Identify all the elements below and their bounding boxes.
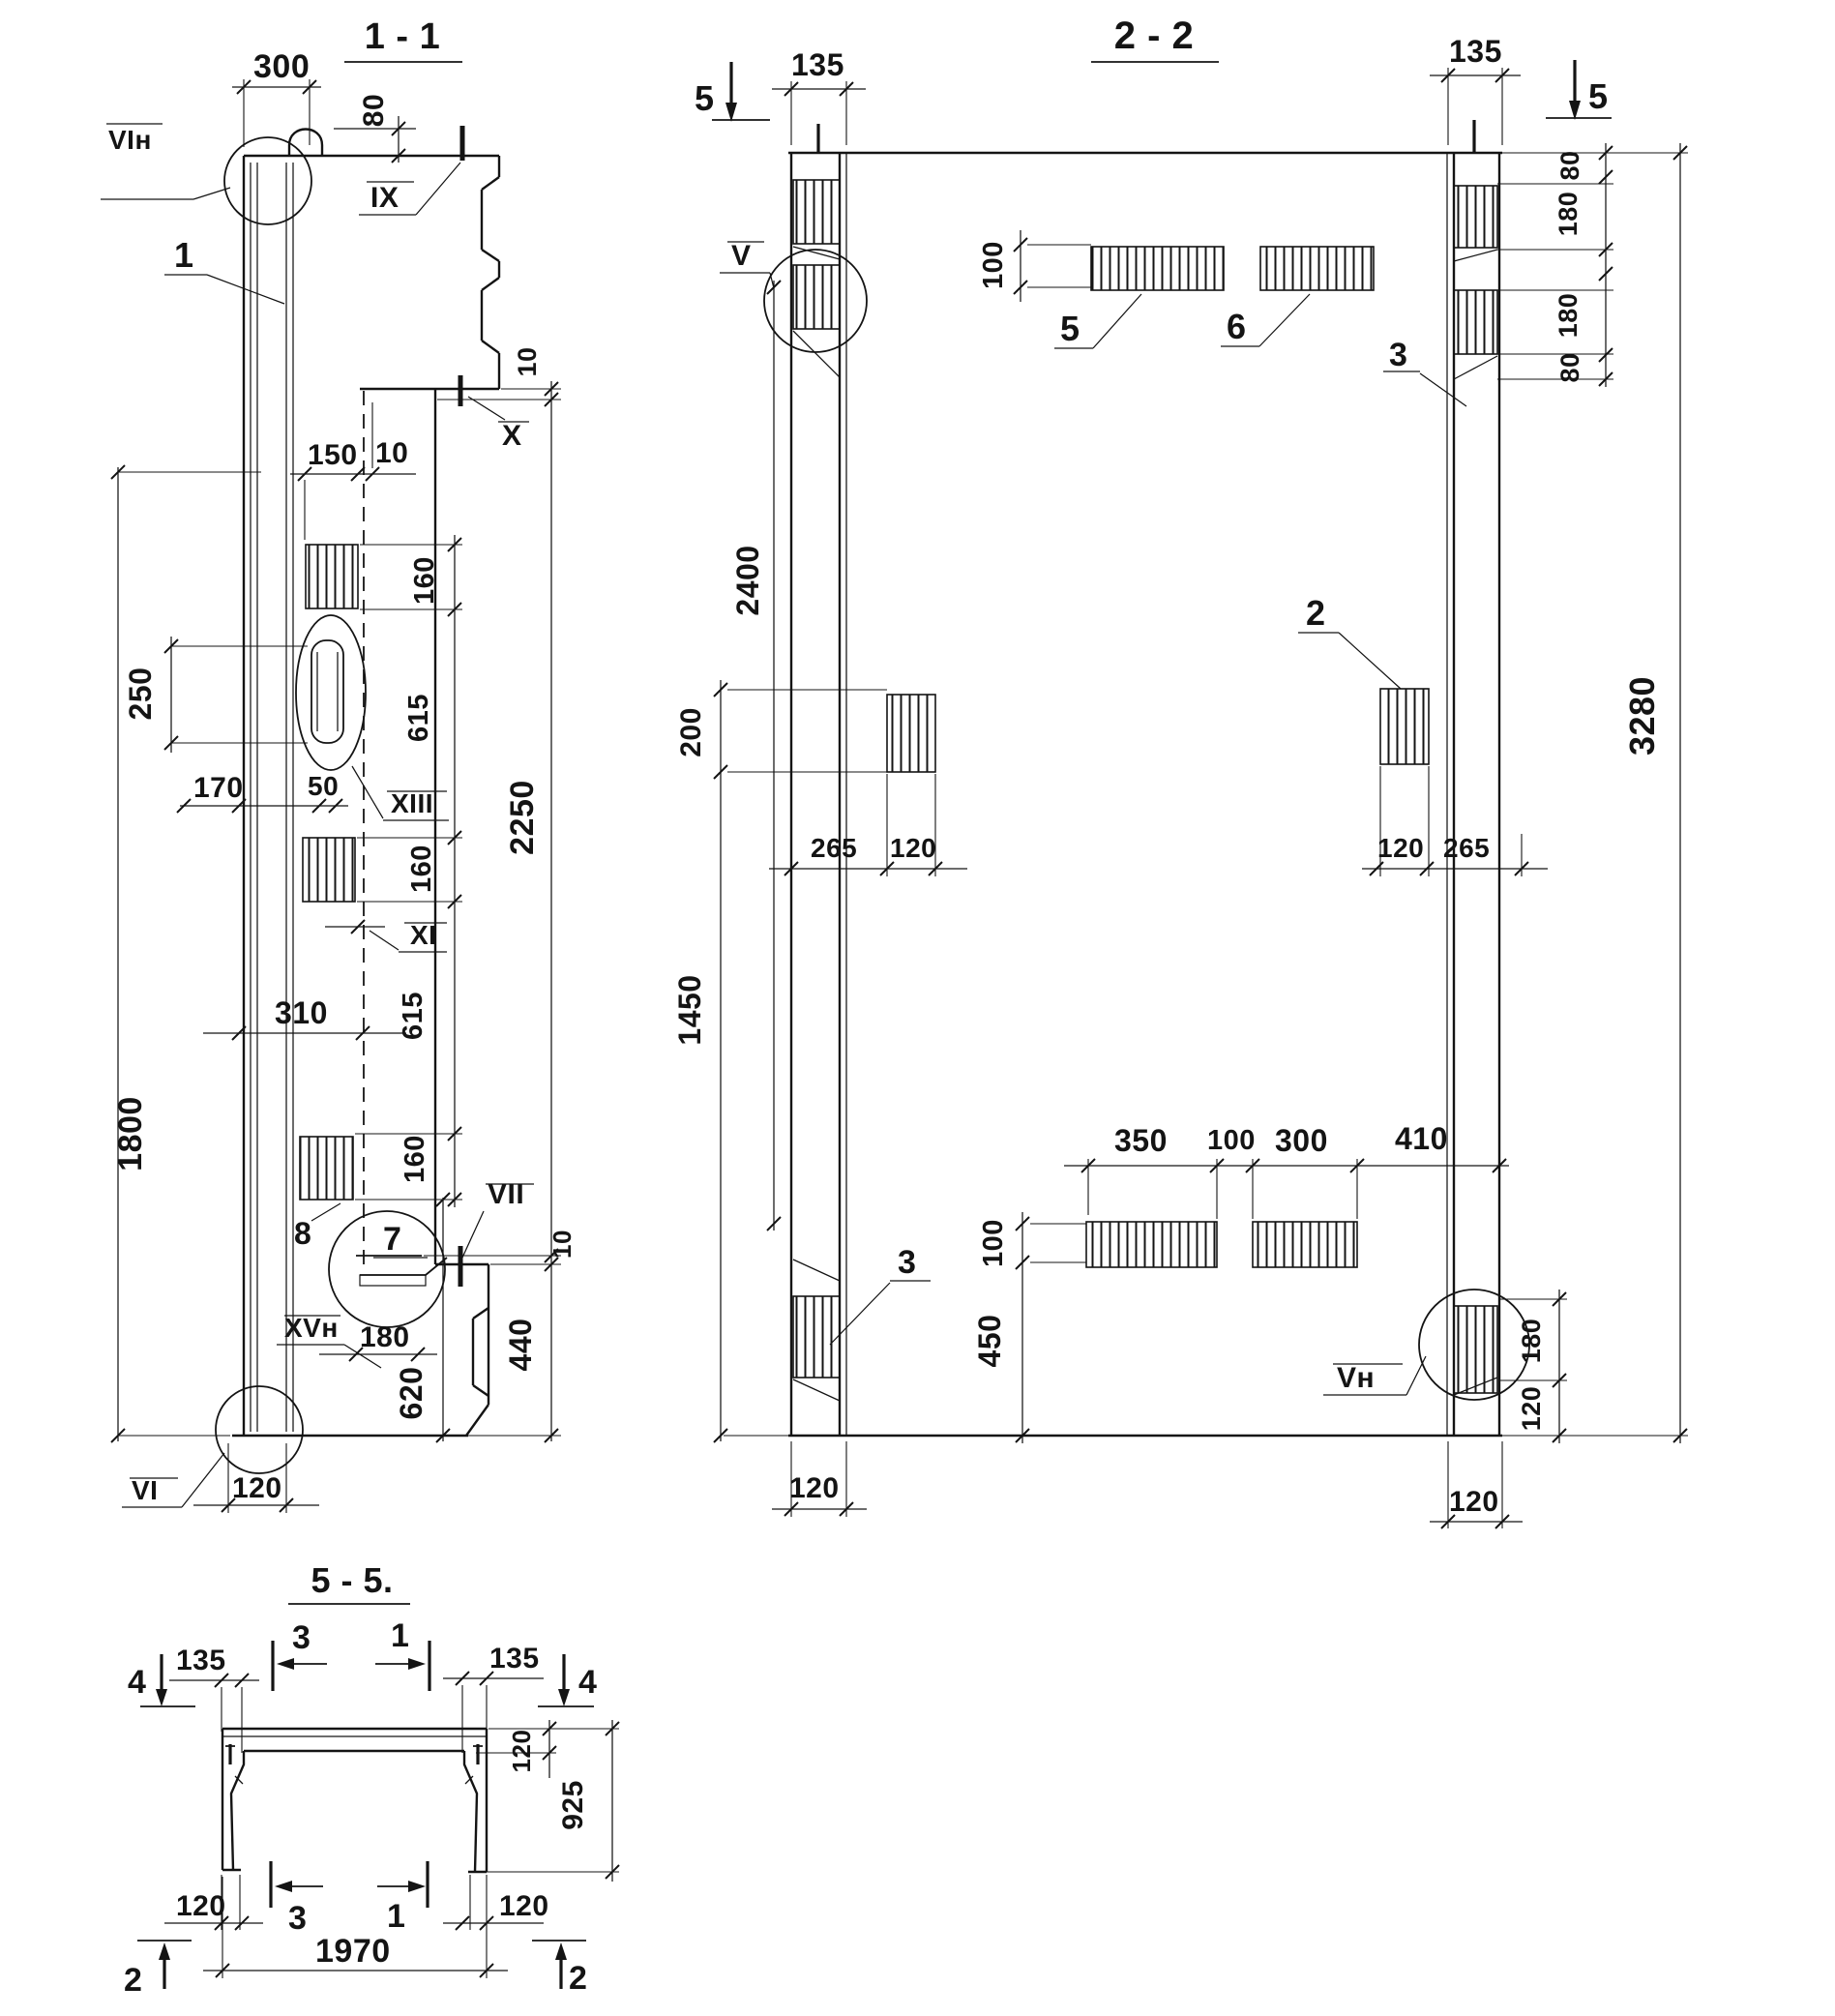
label-s22-pos-6: 6 — [1227, 307, 1247, 346]
s55-mark1-bottom-arrowhead — [408, 1881, 426, 1892]
s11-slot-opening — [311, 640, 343, 743]
label-s11-dim-10-top: 10 — [375, 437, 409, 469]
label-s55-mark-3-top: 3 — [292, 1619, 311, 1656]
label-s22-dim-120-left: 120 — [890, 833, 937, 863]
s11-cut-marks — [460, 126, 462, 1287]
label-s11-callout-XI: XI — [410, 920, 437, 950]
label-s22-dim-135-right: 135 — [1449, 34, 1502, 69]
label-s11-dim-1800: 1800 — [112, 1096, 149, 1171]
label-s22-dim-3280: 3280 — [1622, 675, 1662, 756]
section-2-2 — [712, 15, 1688, 1528]
label-s22-dim-265-mid: 265 — [1443, 833, 1491, 863]
s22-right-rib-embed-3 — [1454, 1306, 1497, 1393]
label-s22-dim-120-bot-right: 120 — [1449, 1486, 1499, 1518]
label-s55-dim-120-bot-right: 120 — [499, 1890, 549, 1922]
label-s22-dim-100-bl: 100 — [1207, 1125, 1256, 1156]
labels-layer — [108, 34, 1662, 1999]
s11-bracket-serration — [360, 1275, 426, 1286]
label-s11-dim-10-bottom: 10 — [548, 1230, 577, 1259]
label-s55-dim-1970: 1970 — [315, 1933, 391, 1970]
section-1-1-title: 1 - 1 — [364, 16, 441, 57]
section-2-2-title: 2 - 2 — [1113, 15, 1195, 57]
label-s22-callout-Vn: Vн — [1337, 1362, 1376, 1394]
label-s22-dim-265-left: 265 — [811, 833, 858, 863]
s55-mark4-right-arrowhead — [558, 1689, 570, 1706]
label-s55-mark-1-top: 1 — [391, 1617, 410, 1654]
label-s11-callout-IX: IX — [370, 182, 400, 214]
s55-mark1-top-arrowhead — [408, 1658, 426, 1670]
label-s11-callout-VIn: VIн — [108, 125, 152, 155]
s22-left-rib-embed-2 — [793, 265, 840, 329]
s55-mark4-left-arrowhead — [156, 1689, 167, 1706]
s55-mark2-left-arrowhead — [159, 1942, 170, 1960]
s22-embed-plate-6 — [1260, 247, 1374, 290]
label-s22-dim-2400: 2400 — [730, 545, 765, 616]
s55-mark2-right-arrowhead — [555, 1942, 567, 1960]
label-s11-dim-10-upper: 10 — [513, 346, 542, 377]
s22-mark5-right-arrowhead — [1569, 101, 1581, 120]
label-s22-mark-5-left: 5 — [695, 78, 715, 118]
label-s11-dim-2250: 2250 — [504, 780, 541, 855]
label-s11-dim-80: 80 — [358, 93, 390, 128]
label-s55-dim-135-left: 135 — [176, 1645, 226, 1676]
label-s22-dim-1450: 1450 — [672, 974, 707, 1046]
label-s55-mark-2-right: 2 — [569, 1960, 588, 1997]
s22-dimension-lines — [721, 75, 1680, 1522]
label-s22-dim-180-r1: 180 — [1554, 191, 1583, 237]
label-s22-pos-5: 5 — [1060, 309, 1080, 348]
label-s22-dim-300: 300 — [1275, 1123, 1328, 1158]
s11-callout-leaders — [101, 124, 534, 1507]
s55-outline — [222, 1729, 487, 1872]
s22-right-rib-embed-1 — [1454, 186, 1497, 248]
label-s22-dim-120-bot-left: 120 — [789, 1472, 840, 1504]
section-1-1 — [101, 16, 561, 1513]
label-s22-dim-350: 350 — [1114, 1123, 1168, 1158]
s22-embed-plate-bottom-b — [1253, 1222, 1357, 1267]
label-s22-dim-80-r2: 80 — [1555, 352, 1584, 383]
label-s55-mark-4-right: 4 — [578, 1664, 598, 1701]
label-s22-dim-180-br: 180 — [1517, 1318, 1546, 1364]
label-s11-pos-7: 7 — [383, 1221, 402, 1258]
label-s11-dim-620: 620 — [394, 1366, 429, 1420]
label-s22-pos-3-top: 3 — [1389, 337, 1408, 373]
label-s22-dim-180-r2: 180 — [1554, 292, 1583, 339]
label-s22-dim-200: 200 — [675, 707, 707, 757]
label-s11-dim-300: 300 — [253, 48, 311, 85]
label-s22-dim-450: 450 — [972, 1314, 1007, 1368]
label-s11-callout-VI: VI — [132, 1475, 159, 1505]
label-s22-pos-2: 2 — [1306, 593, 1326, 633]
s11-detail-circle-VIn — [224, 137, 311, 224]
label-s55-dim-135-right: 135 — [489, 1643, 540, 1675]
label-s55-dim-120-slab: 120 — [507, 1729, 536, 1773]
s55-inner-lines — [222, 1736, 487, 1784]
label-s11-dim-250: 250 — [123, 667, 158, 721]
label-s11-dim-50: 50 — [308, 771, 340, 801]
s22-left-rib-embed-1 — [793, 180, 840, 244]
label-s11-dim-310: 310 — [275, 995, 328, 1030]
label-s11-dim-150: 150 — [308, 439, 358, 471]
label-s11-dim-120: 120 — [232, 1472, 282, 1504]
label-s22-dim-120-mid: 120 — [1377, 833, 1425, 863]
label-s22-pos-3-bottom: 3 — [898, 1244, 917, 1281]
label-s11-dim-440: 440 — [503, 1318, 538, 1372]
label-s11-dim-615-1: 615 — [403, 694, 434, 742]
s22-mark5-left-arrowhead — [725, 103, 737, 122]
label-s55-dim-120-bot-left: 120 — [176, 1890, 226, 1922]
label-s11-callout-XIII: XIII — [391, 788, 434, 818]
section-5-5-title: 5 - 5. — [311, 1560, 394, 1600]
label-s11-pos-8: 8 — [294, 1216, 312, 1251]
label-s11-dim-170: 170 — [193, 772, 244, 804]
label-s11-dim-160-3: 160 — [400, 1135, 430, 1183]
label-s22-dim-410: 410 — [1395, 1121, 1448, 1156]
label-s11-dim-160-1: 160 — [409, 556, 440, 605]
s11-bracket-lines — [356, 1256, 447, 1275]
label-s22-dim-135-left: 135 — [791, 47, 844, 82]
s22-embed-plate-2pos — [1380, 689, 1429, 764]
s22-left-rib-embed-3 — [793, 1296, 840, 1378]
s22-embed-plate-5 — [1091, 247, 1224, 290]
label-s11-callout-XVn: XVн — [284, 1313, 339, 1343]
s11-extension-lines — [118, 79, 561, 1513]
s22-embed-plate-left — [887, 695, 935, 772]
label-s55-mark-1-bottom: 1 — [387, 1898, 406, 1935]
label-s22-dim-100-top: 100 — [978, 241, 1009, 289]
label-s22-mark-5-right: 5 — [1588, 76, 1609, 116]
s11-embed-plate-3 — [300, 1137, 353, 1200]
s11-embed-plate-2 — [303, 838, 355, 902]
label-s11-dim-180: 180 — [360, 1321, 410, 1353]
s22-rib-top-stubs — [818, 120, 1474, 153]
label-s11-dim-615-2: 615 — [398, 992, 429, 1040]
label-s22-callout-V: V — [731, 240, 752, 272]
label-s55-mark-2-left: 2 — [124, 1962, 143, 1999]
s55-rebar-marks — [230, 1744, 478, 1764]
s22-right-rib-embed-2 — [1454, 290, 1497, 354]
label-s11-callout-VII: VII — [488, 1178, 525, 1210]
label-s11-pos-1: 1 — [174, 235, 194, 275]
s22-embed-plate-bottom-a — [1086, 1222, 1217, 1267]
label-s11-dim-160-2: 160 — [406, 845, 437, 893]
s11-embed-plate-1 — [306, 545, 358, 608]
label-s22-dim-100-bc: 100 — [978, 1219, 1009, 1267]
s55-mark3-top-arrowhead — [277, 1658, 294, 1670]
section-5-5 — [137, 1560, 619, 1989]
s11-detail-oval-XIII — [296, 615, 366, 770]
label-s55-dim-925: 925 — [557, 1780, 589, 1830]
label-s22-dim-80-r1: 80 — [1555, 150, 1584, 181]
label-s55-mark-3-bottom: 3 — [288, 1900, 308, 1937]
label-s22-dim-120-br: 120 — [1517, 1385, 1546, 1432]
label-s11-callout-X: X — [502, 420, 522, 452]
s55-mark3-bottom-arrowhead — [275, 1881, 292, 1892]
s11-outline — [232, 130, 499, 1437]
label-s55-mark-4-left: 4 — [128, 1664, 147, 1701]
